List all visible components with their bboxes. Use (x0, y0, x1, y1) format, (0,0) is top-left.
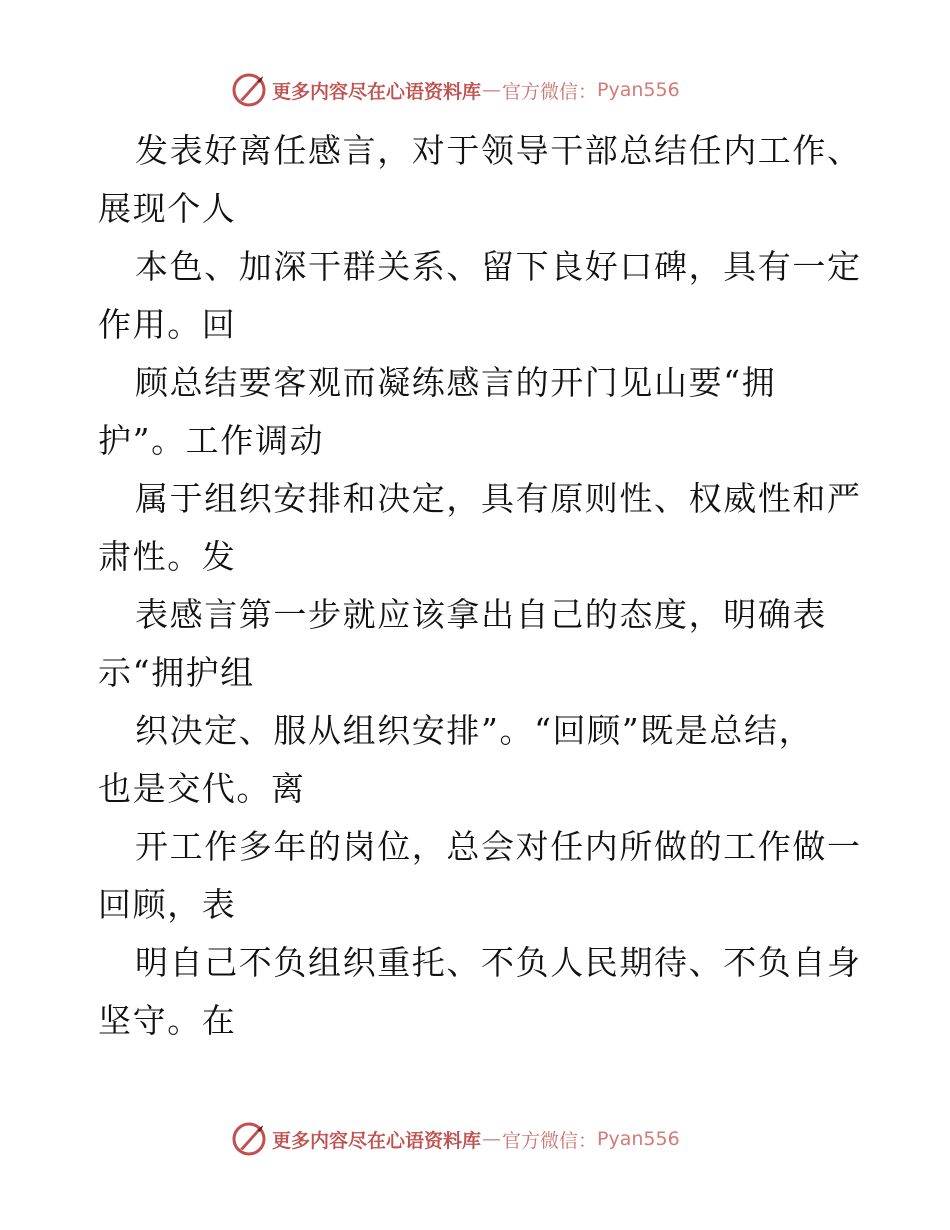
text-line: 织决定、服从组织安排”。“回顾”既是总结， (135, 711, 814, 750)
text-line: 表感言第一步就应该拿出自己的态度，明确表 (135, 595, 827, 634)
text-line: 发表好离任感言，对于领导干部总结任内工作、 (135, 131, 862, 170)
text-line: 明自己不负组织重托、不负人民期待、不负自身 (135, 943, 862, 982)
banner-title: 更多内容尽在心语资料库 (272, 80, 482, 103)
text-line: 示“拥护组 (98, 653, 255, 692)
text-line: 肃性。发 (98, 537, 237, 576)
text-line: 也是交代。离 (98, 769, 306, 808)
text-line: 坚守。在 (98, 1001, 237, 1040)
banner-title: 更多内容尽在心语资料库 (272, 1129, 482, 1152)
text-line: 回顾，表 (98, 885, 237, 924)
text-line: 作用。回 (98, 305, 237, 344)
text-line: 护”。工作调动 (98, 421, 325, 460)
document-body (98, 122, 862, 1050)
text-line: 本色、加深干群关系、留下良好口碑，具有一定 (135, 247, 862, 286)
text-line: 展现个人 (98, 189, 237, 228)
text-line: 顾总结要客观而凝练感言的开门见山要“拥 (135, 363, 777, 402)
text-line: 开工作多年的岗位，总会对任内所做的工作做一 (135, 827, 862, 866)
banner-wechat-label: 官方微信： (502, 80, 598, 103)
banner-dash: — (482, 79, 502, 101)
banner-wechat-id: Pyan556 (597, 1128, 680, 1150)
text-line: 属于组织安排和决定，具有原则性、权威性和严 (135, 479, 862, 518)
banner-wechat-label: 官方微信： (502, 1129, 598, 1152)
banner-dash: — (482, 1128, 502, 1150)
banner-wechat-id: Pyan556 (597, 79, 680, 101)
footer-banner (232, 1122, 680, 1156)
quill-logo-icon (232, 73, 266, 107)
quill-logo-icon (232, 1122, 266, 1156)
header-banner (232, 73, 680, 107)
